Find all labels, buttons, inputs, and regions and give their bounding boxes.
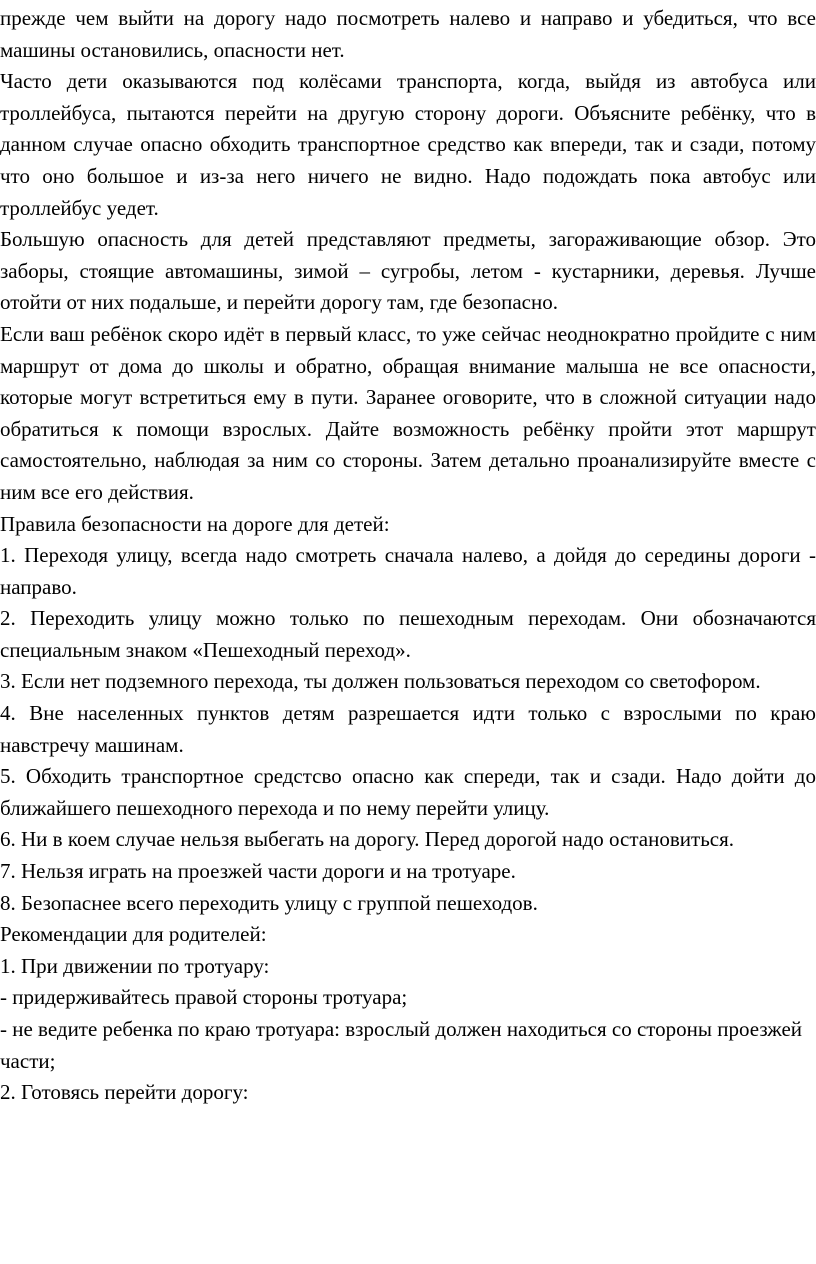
paragraph-bus-danger: Часто дети оказываются под колёсами транспорта, когда, выйдя из автобуса или троллейбуса, пытаются перейти на другую сторону дороги. Объясните ребёнку, что в данном случае опасно обходить транспортное средство как впереди, так и сзади, потому что оно большое и из-за него ничего не видно. Надо подождать пока автобус или троллейбус уедет.: [0, 69, 816, 220]
rule-item-7: 7. Нельзя играть на проезжей части дороги и на тротуаре.: [0, 859, 516, 884]
paragraph-obstructions: Большую опасность для детей представляют предметы, загораживающие обзор. Это заборы, стоящие автомашины, зимой – сугробы, летом - кустарники, деревья. Лучше отойти от них подальше, и перейти дорогу там, где безопасно.: [0, 227, 816, 315]
rule-item-2: 2. Переходить улицу можно только по пешеходным переходам. Они обозначаются специальным знаком «Пешеходный переход».: [0, 606, 816, 662]
parents-heading: Рекомендации для родителей:: [0, 922, 267, 947]
rules-heading: Правила безопасности на дороге для детей:: [0, 511, 390, 536]
parents-subitem-right-side: - придерживайтесь правой стороны тротуара;: [0, 985, 408, 1010]
rule-item-3: 3. Если нет подземного перехода, ты должен пользоваться переходом со светофором.: [0, 669, 761, 694]
paragraph-intro-continuation: прежде чем выйти на дорогу надо посмотреть налево и направо и убедиться, что все машины остановились, опасности нет.: [0, 6, 816, 62]
paragraph-school-route: Если ваш ребёнок скоро идёт в первый класс, то уже сейчас неоднократно пройдите с ним маршрут от дома до школы и обратно, обращая внимание малыша не все опасности, которые могут встретиться ему в пути. Заранее оговорите, что в сложной ситуации надо обратиться к помощи взрослых. Дайте возможность ребёнку пройти этот маршрут самостоятельно, наблюдая за ним со стороны. Затем детально проанализируйте вместе с ним все его действия.: [0, 321, 816, 504]
rule-item-5: 5. Обходить транспортное средстсво опасно как спереди, так и сзади. Надо дойти до ближайшего пешеходного перехода и по нему перейти улицу.: [0, 764, 816, 820]
parents-item-2: 2. Готовясь перейти дорогу:: [0, 1080, 249, 1105]
rule-item-1: 1. Переходя улицу, всегда надо смотреть сначала налево, а дойдя до середины дороги - направо.: [0, 543, 816, 599]
rule-item-6: 6. Ни в коем случае нельзя выбегать на дорогу. Перед дорогой надо остановиться.: [0, 827, 734, 852]
rule-item-8: 8. Безопаснее всего переходить улицу с группой пешеходов.: [0, 890, 538, 915]
parents-subitem-edge: - не ведите ребенка по краю тротуара: взрослый должен находиться со стороны проезжей части;: [0, 1017, 803, 1073]
rule-item-4: 4. Вне населенных пунктов детям разрешается идти только с взрослыми по краю навстречу машинам.: [0, 701, 816, 757]
parents-item-1: 1. При движении по тротуару:: [0, 953, 270, 978]
